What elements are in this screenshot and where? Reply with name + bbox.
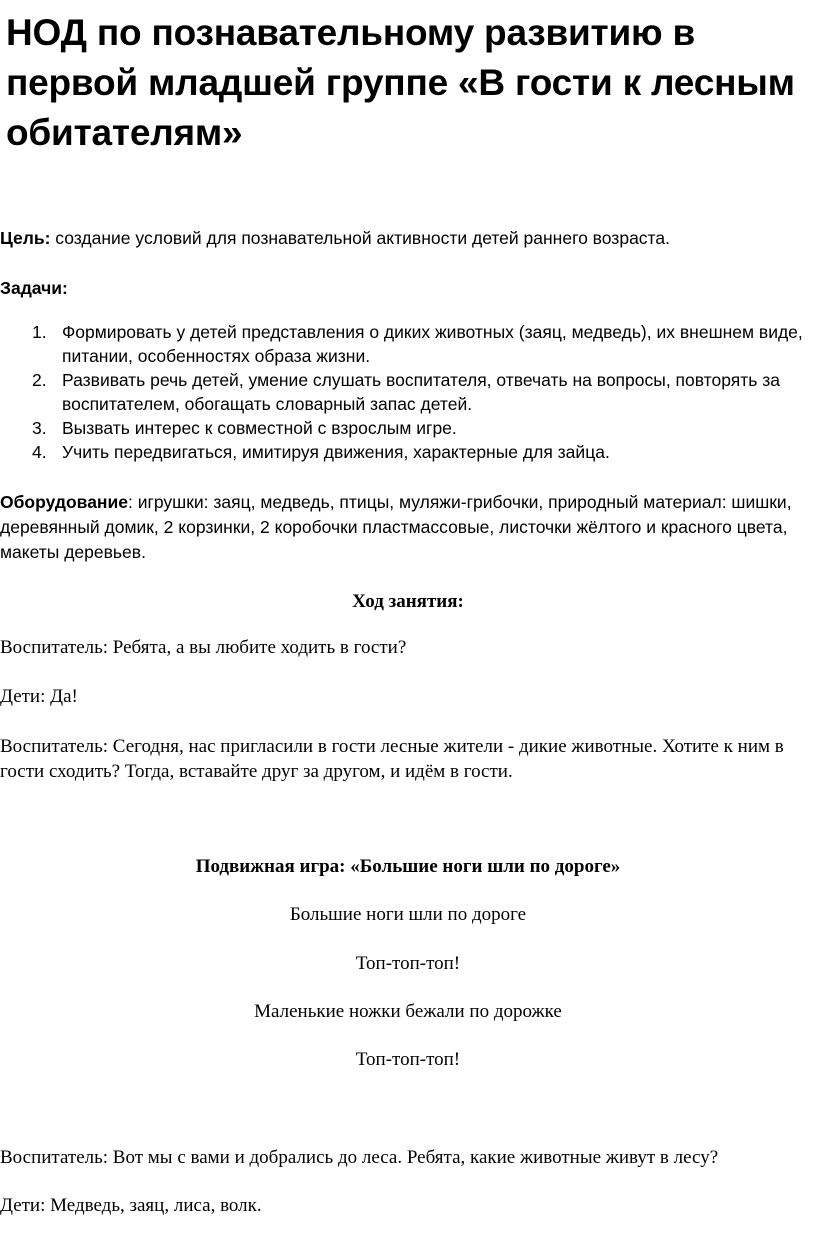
list-item <box>0 416 816 440</box>
equipment-text: : игрушки: заяц, медведь, птицы, муляжи-грибочки, природный материал: шишки, деревянный домик, 2 корзинки, 2 коробочки пластмассовые, листочки жёлтого и красного цвета, макеты деревьев. <box>0 492 792 562</box>
equipment-label: Оборудование <box>0 492 128 512</box>
game-heading-text: Подвижная игра: «Большие ноги шли по дороге» <box>195 856 621 877</box>
list-item-number: 1. <box>32 322 47 342</box>
list-item-text: Учить передвигаться, имитируя движения, характерные для зайца. <box>62 442 610 462</box>
poem-line: Топ-топ-топ! <box>355 1049 461 1070</box>
list-item-number: 3. <box>32 418 47 438</box>
game-heading <box>0 855 816 879</box>
tasks-label: Задачи: <box>0 278 68 298</box>
dialog-line: Воспитатель: Ребята, а вы любите ходить в гости? <box>0 637 407 658</box>
list-item <box>0 440 816 464</box>
dialog-line: Воспитатель: Вот мы с вами и добрались до леса. Ребята, какие животные живут в лесу? <box>0 1147 719 1168</box>
dialog-line: Дети: Да! <box>0 686 78 707</box>
dialog-line: Воспитатель: Сегодня, нас пригласили в гости лесные жители - дикие животные. Хотите к ним в гости сходить? Тогда, вставайте друг за другом, и идём в гости. <box>0 736 784 782</box>
goal-label: Цель: <box>0 228 51 248</box>
list-item <box>0 368 816 416</box>
lesson-heading-text: Ход занятия: <box>352 591 464 612</box>
poem-line: Маленькие ножки бежали по дорожке <box>254 1001 562 1022</box>
list-item-text: Развивать речь детей, умение слушать воспитателя, отвечать на вопросы, повторять за воспитателем, обогащать словарный запас детей. <box>62 370 780 414</box>
list-item <box>0 320 816 368</box>
list-item-number: 2. <box>32 370 47 390</box>
page-title: НОД по познавательному развитию в первой младшей группе «В гости к лесным обитателям» <box>6 12 795 153</box>
tasks-list <box>0 320 816 464</box>
poem-line: Большие ноги шли по дороге <box>289 904 527 925</box>
list-item-text: Формировать у детей представления о диких животных (заяц, медведь), их внешнем виде, питании, особенностях образа жизни. <box>62 322 803 366</box>
list-item-text: Вызвать интерес к совместной с взрослым игре. <box>62 418 457 438</box>
tasks-label-line <box>0 276 68 300</box>
goal-text: создание условий для познавательной активности детей раннего возраста. <box>50 228 670 248</box>
equipment-paragraph <box>0 490 816 565</box>
dialog-line: Дети: Медведь, заяц, лиса, волк. <box>0 1195 262 1216</box>
poem-line: Топ-топ-топ! <box>355 953 461 974</box>
lesson-heading <box>0 590 816 614</box>
goal-line <box>0 226 670 250</box>
list-item-number: 4. <box>32 442 47 462</box>
